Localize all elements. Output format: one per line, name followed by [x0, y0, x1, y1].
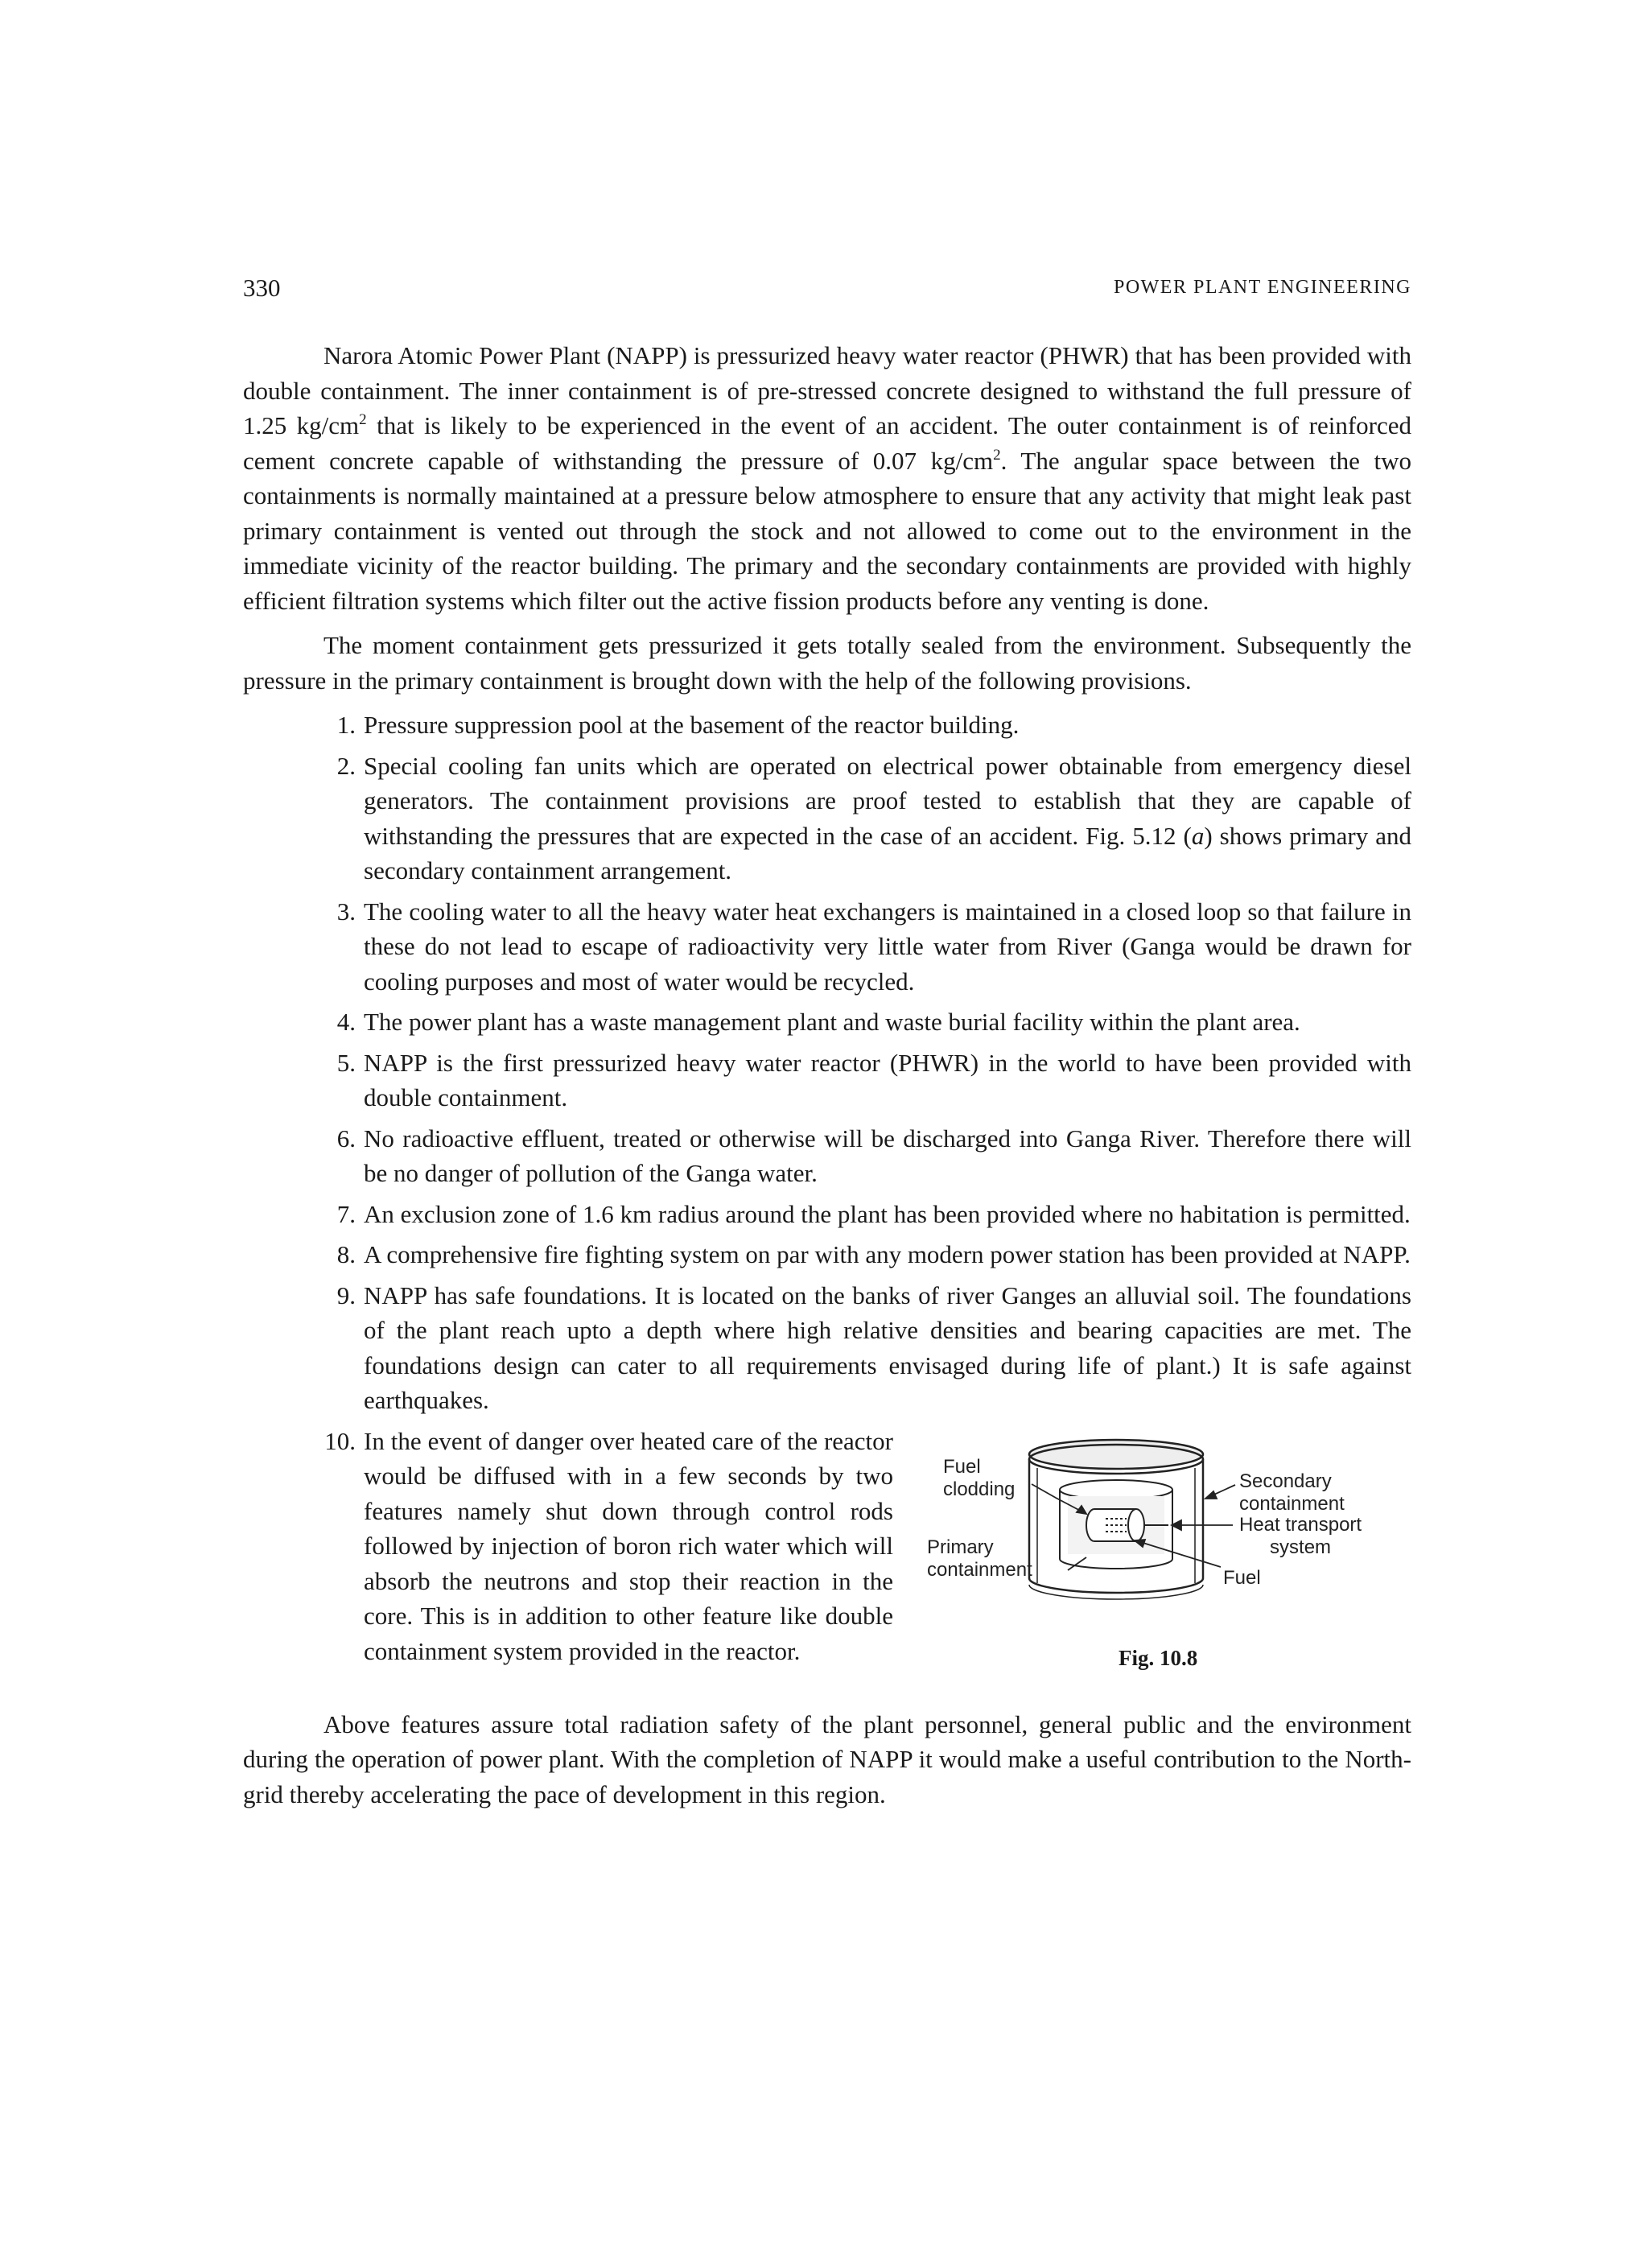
list-item: 4. The power plant has a waste management plant and waste burial facility within the plant area. [336, 1008, 1300, 1036]
list-item: 5. NAPP is the first pressurized heavy water reactor (PHWR) in the world to have been provided with double containment. [336, 1048, 1411, 1111]
page-number: 330 [243, 274, 281, 302]
fuel-label: Fuel [1223, 1566, 1261, 1589]
page-header [243, 274, 1411, 311]
list-item: 10. In the event of danger over heated care of the reactor would be diffused with in a few seconds by two features namely shut down through control rods followed by injection of boron rich water which will absorb the neutrons and stop their reaction in the core. This is in addition to other feature like double containment system provided in the reactor. Fuel clodding Primary containment Secondary containment Heat transport system Fuel Fig. 10.8 [243, 1424, 1411, 1701]
figure-caption: Fig. 10.8 [1119, 1645, 1198, 1670]
paragraph-1: Narora Atomic Power Plant (NAPP) is pressurized heavy water reactor (PHWR) that has been provided with double containment. The inner containment is of pre-stressed concrete designed to withstand the full pressure of 1.25 $kg/cm^2$ that is likely to be experienced in the event of an accident. The outer containment is of reinforced cement concrete capable of withstanding the pressure of 0.07 $kg/cm^2$. The angular space between the two containments is normally maintained at a pressure below atmosphere to ensure that any activity that might leak past primary containment is vented out through the stock and not allowed to come out to the environment in the immediate vicinity of the reactor building. The primary and the secondary containments are provided with highly efficient filtration systems which filter out the active fission products before any venting is done. [243, 341, 1411, 615]
heat-transport-system-label: Heat transport system [1239, 1513, 1362, 1558]
running-head: POWER PLANT ENGINEERING [1113, 277, 1411, 298]
primary-containment-label: Primary containment [927, 1536, 1032, 1581]
closing-paragraph: Above features assure total radiation safety of the plant personnel, general public and the environment during the operation of power plant. With the completion of NAPP it would make a useful contribution to the North-grid thereby accelerating the pace of development in this region. [243, 1709, 1411, 1808]
list-item: 7. An exclusion zone of 1.6 km radius around the plant has been provided where no habitation is permitted. [336, 1199, 1411, 1228]
provisions-list [243, 707, 1411, 1701]
list-item: 9. NAPP has safe foundations. It is located on the banks of river Ganges an alluvial soil. The foundations of the plant reach upto a depth where high relative densities and bearing capacities are met. The foundations design can cater to all requirements envisaged during life of plant.) It is safe against earthquakes. [336, 1280, 1411, 1414]
secondary-containment-label: Secondary containment [1239, 1470, 1345, 1515]
paragraph-2: The moment containment gets pressurized it gets totally sealed from the environment. Subsequently the pressure in the primary containment is brought down with the help of the following provisions. [243, 631, 1411, 695]
list-item: 6. No radioactive effluent, treated or otherwise will be discharged into Ganga River. Therefore there will be no danger of pollution of the Ganga water. [336, 1124, 1411, 1187]
figure-containment [927, 1424, 1426, 1701]
list-item: 3. The cooling water to all the heavy water heat exchangers is maintained in a closed loop so that failure in these do not lead to escape of radioactivity very little water from River (Ganga would be drawn for cooling purposes and most of water would be recycled. [336, 897, 1411, 996]
fuel-clodding-label: Fuel clodding [943, 1455, 1016, 1500]
list-item: 8. A comprehensive fire fighting system on par with any modern power station has been provided at NAPP. [336, 1240, 1411, 1268]
body-text [243, 338, 1411, 1812]
list-item: 1. Pressure suppression pool at the basement of the reactor building. [336, 711, 1020, 739]
list-item: 2. Special cooling fan units which are operated on electrical power obtainable from emergency diesel generators. The containment provisions are proof tested to establish that they are capable of withstanding the pressures that are expected in the case of an accident. Fig. 5.12 (a) shows primary and secondary containment arrangement. [336, 751, 1412, 885]
